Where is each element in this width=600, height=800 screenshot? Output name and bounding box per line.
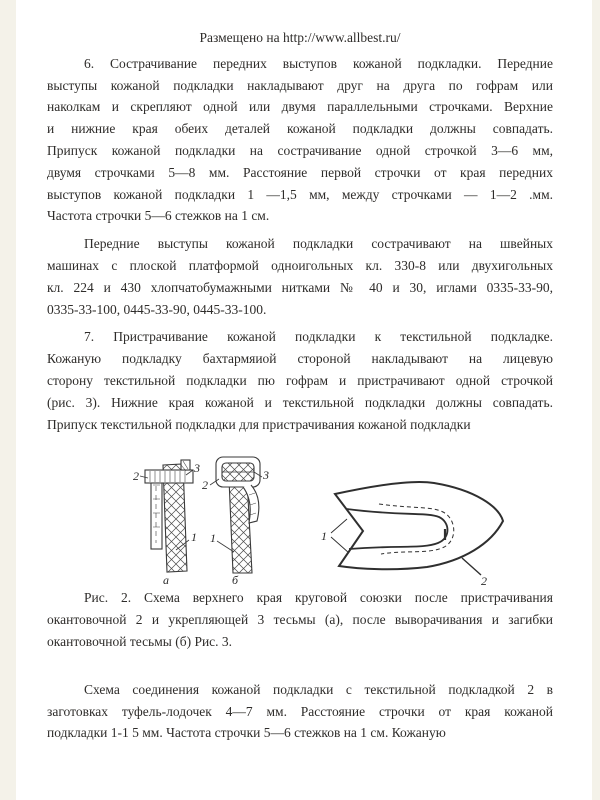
text-line: Кожаную подкладку бахтармяиой стороной накладывают на лицевую: [47, 351, 553, 367]
label-b-part: 1: [210, 531, 216, 546]
figure-2-drawing: [131, 447, 511, 587]
label-b-reinforcing-tape: 3: [263, 468, 269, 483]
binding-tape-shape: [145, 470, 193, 483]
diagram-a: [133, 460, 200, 587]
text-line: Припуск кожаной подкладки на сострачивание одной строчкой 3—6 мм,: [47, 142, 553, 158]
text-line: Припуск текстильной подкладки для пристрачивания кожаной подкладки: [47, 416, 471, 432]
page-content: [16, 0, 592, 744]
text-line: выступов кожаной подкладки 1 —1,5 мм, между строчками — 1—2 .мм.: [47, 186, 553, 202]
label-vamp-textile: 2: [481, 574, 487, 588]
hosted-note: Размещено на http://www.allbest.ru/: [199, 30, 401, 45]
text-line: окантовочной тесьмы (б) Рис. 3.: [47, 633, 233, 649]
text-line: 0335-33-100, 0445-33-90, 0445-33-100.: [47, 301, 267, 317]
label-b-binding-tape: 2: [202, 478, 208, 493]
paragraph-machines: [47, 233, 553, 320]
scanned-page: [16, 0, 592, 800]
paragraph-6: [47, 53, 553, 227]
figure-2: [131, 447, 511, 587]
leader-line: [331, 519, 349, 553]
vamp-outline-shape: [335, 482, 503, 569]
text-line: выступы кожаной подкладки накладывают друг на друга по гофрам или: [47, 77, 553, 93]
label-b-caption: б: [232, 573, 239, 588]
text-line: Схема соединения кожаной подкладки с текстильной подкладкой 2 в: [84, 681, 553, 697]
text-line: заготовках туфель-лодочек 4—7 мм. Расстояние строчки от края кожаной: [47, 703, 553, 719]
text-line: Частота строчки 5—6 стежков на 1 см.: [47, 208, 270, 224]
text-line: Передние выступы кожаной подкладки сострачивают на швейных: [84, 236, 553, 252]
text-line: кл. 224 и 430 хлопчатобумажными нитками № 40 и 30, иглами 0335-33-90,: [47, 279, 553, 295]
text-line: 7. Пристрачивание кожаной подкладки к текстильной подкладке.: [84, 329, 553, 345]
diagram-vamp: [321, 482, 503, 587]
label-a-binding-tape: 2: [133, 469, 139, 484]
text-line: наколкам и скрепляют одной или двумя параллельными строчками. Верхние: [47, 99, 553, 115]
label-a-caption: а: [163, 573, 169, 588]
text-line: сторону текстильной подкладки пю гофрам и пристрачивают одной строчкой: [47, 372, 553, 388]
figure-caption: [47, 587, 553, 652]
text-line: (рис. 3). Нижние края кожаной и текстильной подкладки должны совпадать.: [47, 394, 553, 410]
text-line: подкладки 1-1 5 мм. Частота строчки 5—6 стежков на 1 см. Кожаную: [47, 725, 446, 741]
paragraph-7: [47, 326, 553, 435]
text-line: 6. Сострачивание передних выступов кожаной подкладки. Передние: [84, 55, 553, 71]
text-line: окантовочной 2 и укрепляющей 3 тесьмы (а), после выворачивания и загибки: [47, 612, 553, 628]
text-line: машинах с плоской платформой одноигольных кл. 330-8 или двухигольных: [47, 257, 553, 273]
label-a-part: 1: [191, 530, 197, 545]
label-vamp-lining: 1: [321, 529, 327, 544]
leader-line: [462, 558, 481, 575]
diagram-b: [202, 457, 269, 587]
text-line: Рис. 2. Схема верхнего края круговой союзки после пристрачивания: [84, 590, 553, 606]
paragraph-last: [47, 679, 553, 744]
text-line: и нижние края обеих деталей кожаной подкладки должны совпадать.: [47, 121, 553, 137]
text-line: двумя строчками 5—8 мм. Расстояние первой строчки от края передних: [47, 164, 553, 180]
label-a-reinforcing-tape: 3: [194, 461, 200, 476]
